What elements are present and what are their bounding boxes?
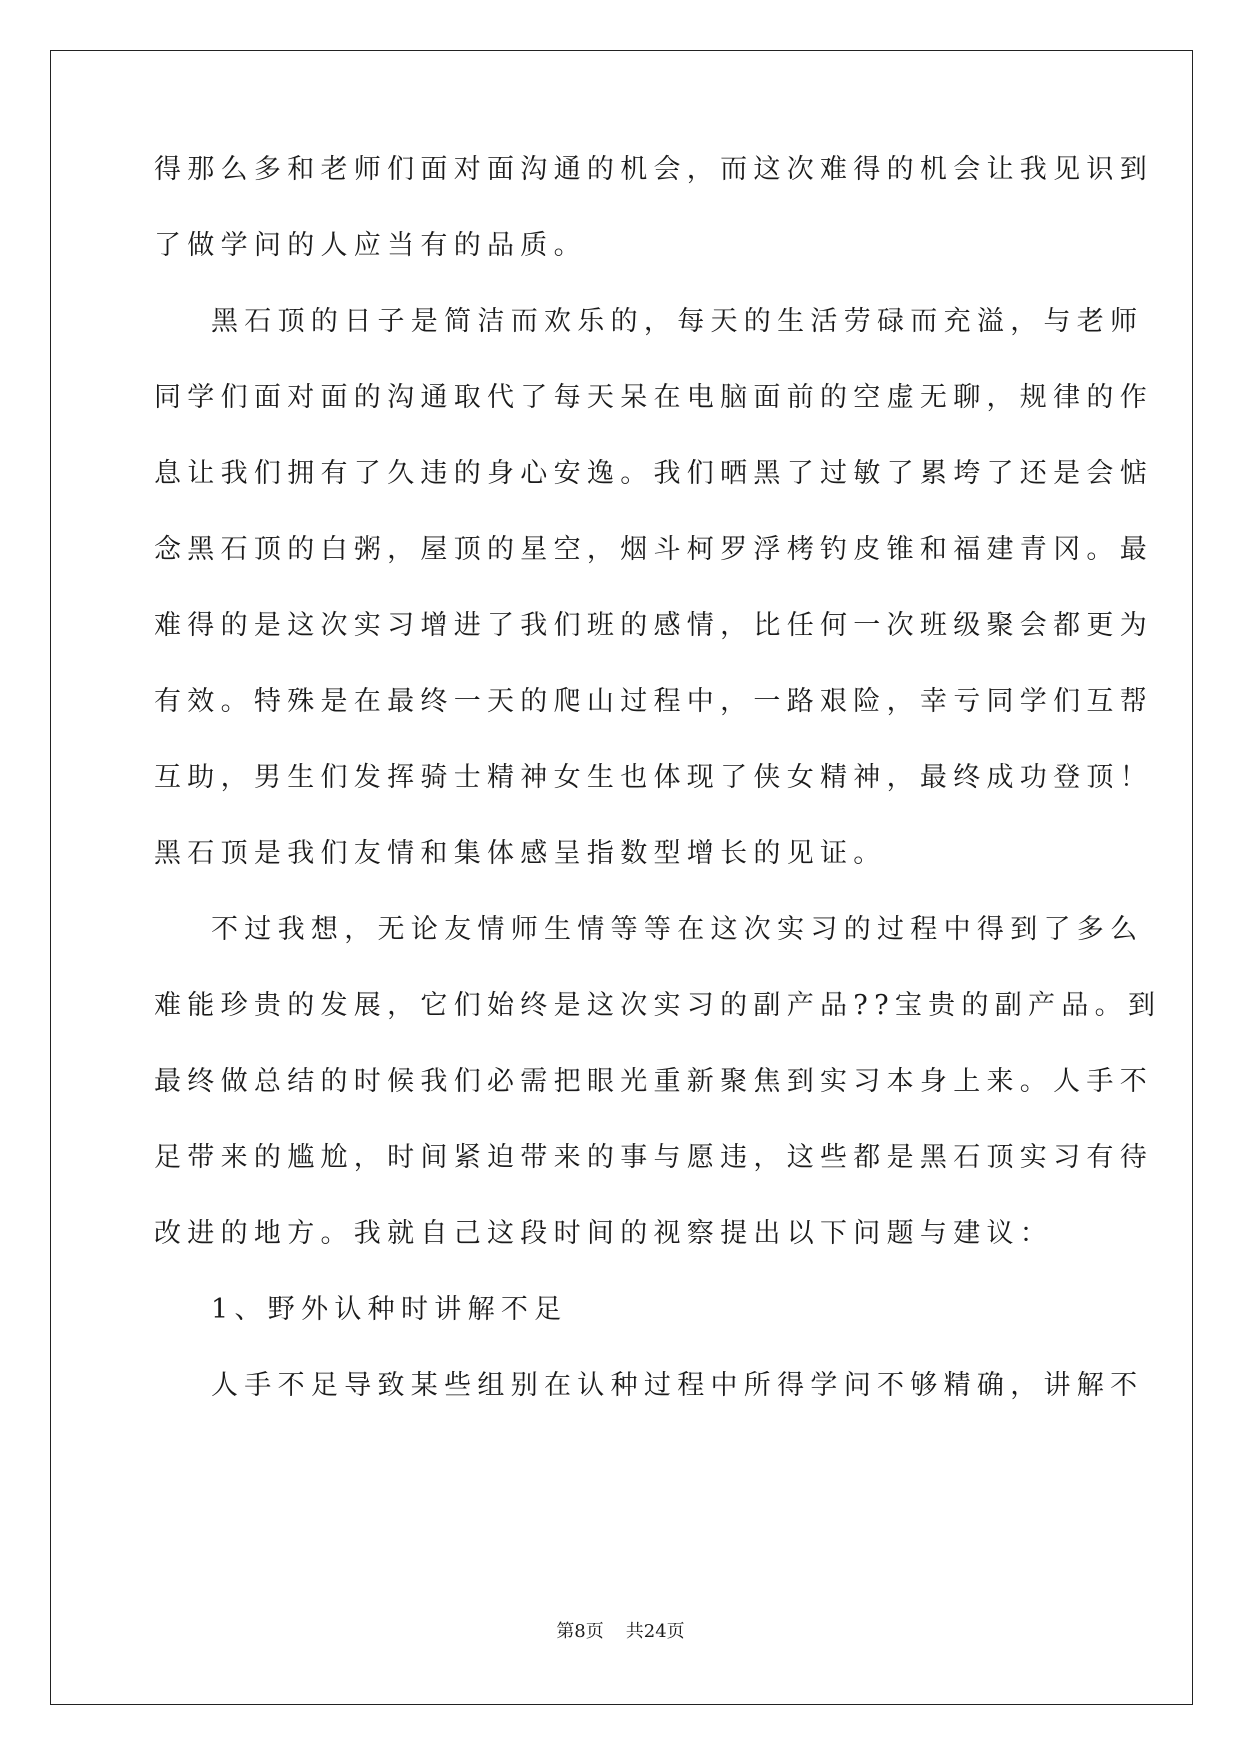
text-line: 改进的地方。我就自己这段时间的视察提出以下问题与建议： xyxy=(154,1218,1054,1249)
section-heading: 1、野外认种时讲解不足 xyxy=(211,1294,568,1325)
text-line: 了做学问的人应当有的品质。 xyxy=(154,230,587,261)
text-line: 互助，男生们发挥骑士精神女生也体现了侠女精神，最终成功登顶！ xyxy=(154,762,1153,793)
paragraph-start-line: 不过我想，无论友情师生情等等在这次实习的过程中得到了多么 xyxy=(211,914,1144,945)
text-line: 足带来的尴尬，时间紧迫带来的事与愿违，这些都是黑石顶实习有待 xyxy=(154,1142,1153,1173)
page-border xyxy=(50,50,1193,1705)
text-line: 黑石顶是我们友情和集体感呈指数型增长的见证。 xyxy=(154,838,887,869)
text-line: 息让我们拥有了久违的身心安逸。我们晒黑了过敏了累垮了还是会惦 xyxy=(154,458,1153,489)
text-line: 难得的是这次实习增进了我们班的感情，比任何一次班级聚会都更为 xyxy=(154,610,1153,641)
text-line: 难能珍贵的发展，它们始终是这次实习的副产品??宝贵的副产品。到 xyxy=(154,990,1162,1021)
paragraph-start-line: 黑石顶的日子是简洁而欢乐的，每天的生活劳碌而充溢，与老师 xyxy=(211,306,1144,337)
page-footer xyxy=(0,1620,1241,1644)
page-total: 共24页 xyxy=(625,1621,685,1642)
text-line: 同学们面对面的沟通取代了每天呆在电脑面前的空虚无聊，规律的作 xyxy=(154,382,1153,413)
paragraph-start-line: 人手不足导致某些组别在认种过程中所得学问不够精确，讲解不 xyxy=(211,1370,1144,1401)
page-number: 第8页 xyxy=(556,1621,604,1642)
text-line: 得那么多和老师们面对面沟通的机会，而这次难得的机会让我见识到 xyxy=(154,154,1153,185)
text-line: 有效。特殊是在最终一天的爬山过程中，一路艰险，幸亏同学们互帮 xyxy=(154,686,1153,717)
text-line: 最终做总结的时候我们必需把眼光重新聚焦到实习本身上来。人手不 xyxy=(154,1066,1153,1097)
text-line: 念黑石顶的白粥，屋顶的星空，烟斗柯罗浮栲钓皮锥和福建青冈。最 xyxy=(154,534,1153,565)
